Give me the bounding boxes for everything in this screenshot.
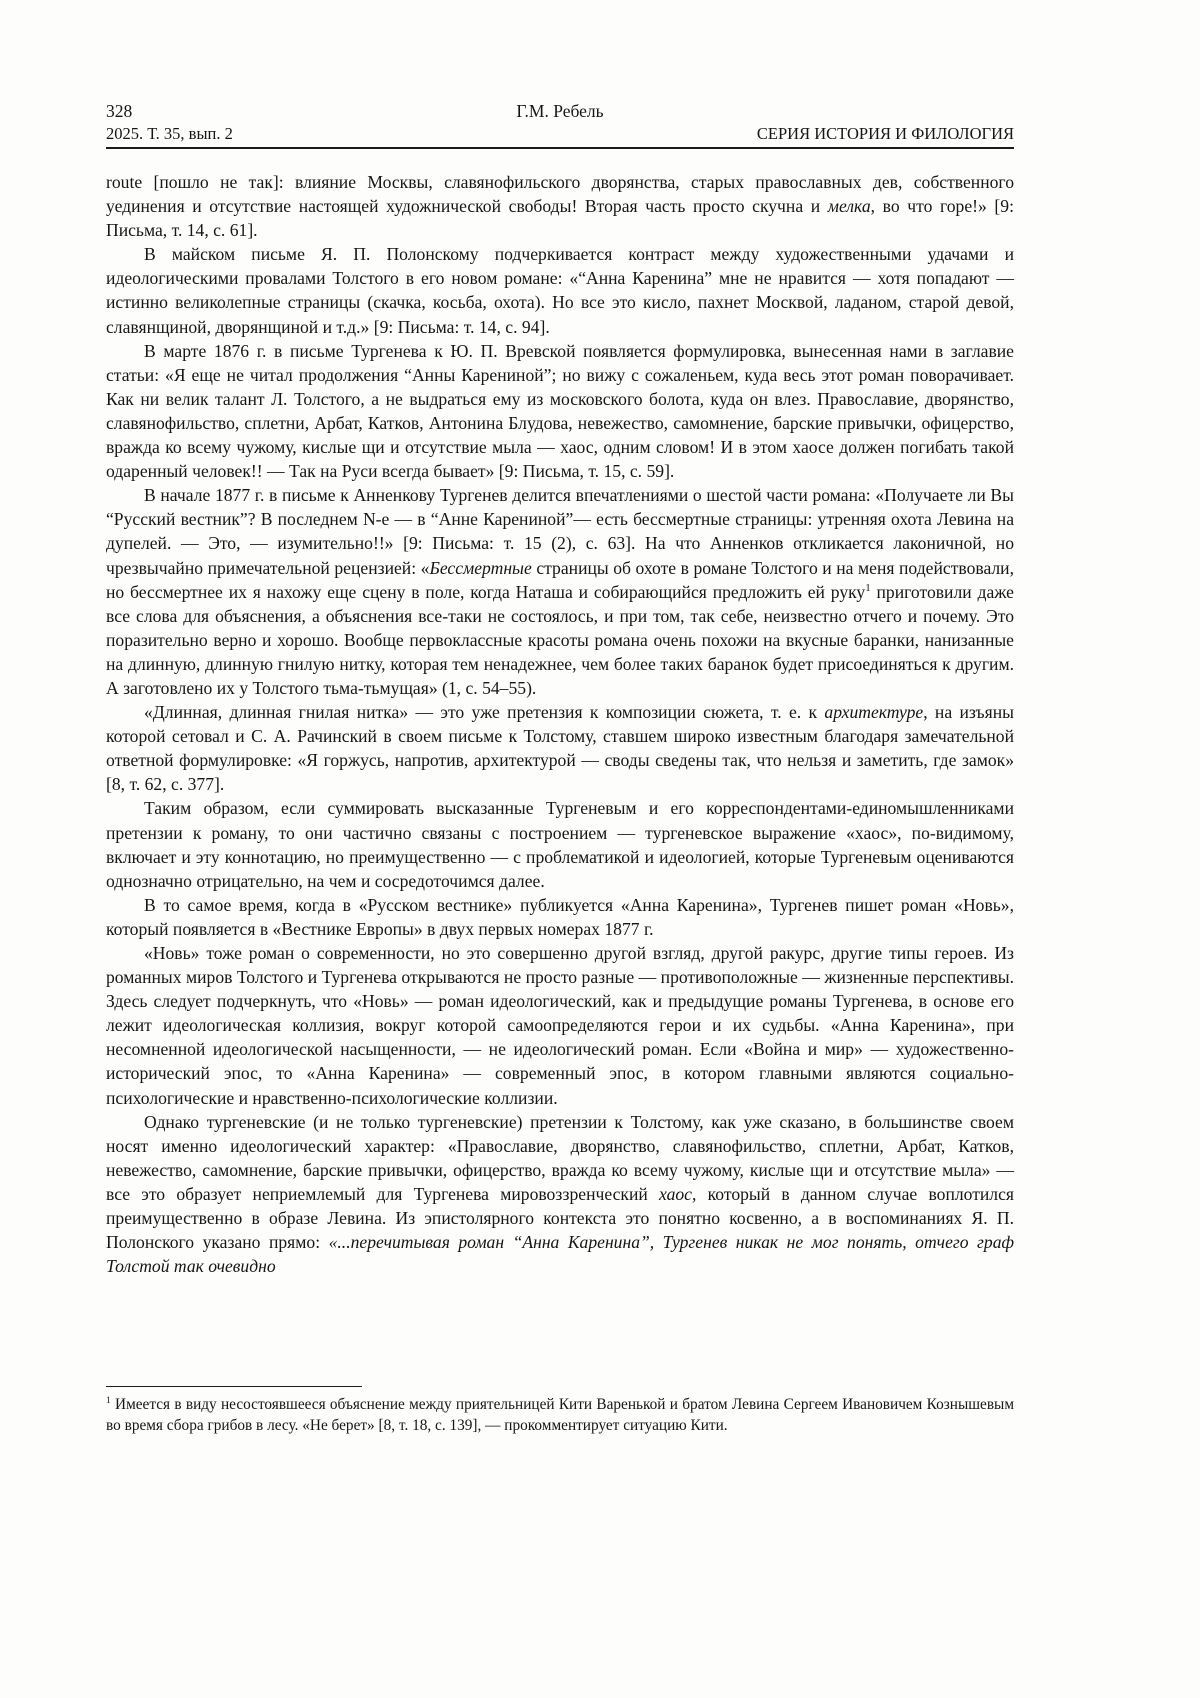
article-body xyxy=(106,170,1014,1278)
footnote-marker: 1 xyxy=(106,1395,111,1406)
emphasis-text: «...перечитывая роман “Анна Каренина”, Тургенев никак не мог понять, отчего граф Толстой так очевидно xyxy=(106,1232,1014,1277)
paragraph xyxy=(106,339,1014,484)
paragraph xyxy=(106,170,1014,242)
page-header xyxy=(106,100,1014,149)
page-sheet xyxy=(106,100,1014,1660)
text-run: , который в данном случае воплотился преимущественно в образе Левина. Из эпистолярного контекста это понятно косвенно, а в воспоминаниях Я. П. Полонского указано прямо: xyxy=(106,1183,1014,1253)
text-run: Таким образом, если суммировать высказанные Тургеневым и его корреспондентами-единомышленниками претензии к роману, то они частично связаны с построением — тургеневское выражение «хаос», по-видимому, включает и эту коннотацию, но преимущественно — с проблематикой и идеологией, которые Тургеневым оцениваются однозначно отрицательно, на чем и сосредоточимся далее. xyxy=(106,798,1014,891)
header-rule xyxy=(106,147,1014,149)
footnote-area xyxy=(106,1386,1014,1436)
text-run: Однако тургеневские (и не только тургеневские) претензии к Толстому, как уже сказано, в большинстве своем носят именно идеологический характер: «Православие, дворянство, славянофильство, сплетни, Арбат, Катков, невежество, самомнение, барские привычки, офицерство, вражда ко всему чужому, кислые щи и отсутствие мыла» — все это образует неприемлемый для Тургенева мировоззренческий xyxy=(106,1111,1014,1204)
paragraph xyxy=(106,941,1014,1110)
text-run: приготовили даже все слова для объяснения, а объяснения все-таки не состоялось, и при том, так себе, неизвестно отчего и почему. Это поразительно верно и хорошо. Вообще первоклассные красоты романа очень похожи на вкусные баранки, нанизанные на длинную, длинную гнилую нитку, которая тем ненадежнее, чем более таких баранок будет присоединяться к другим. А заготовлено их у Толстого тьма-тьмущая» (1, с. 54–55). xyxy=(106,581,1014,698)
paragraph xyxy=(106,893,1014,941)
text-run: «Новь» тоже роман о современности, но это совершенно другой взгляд, другой ракурс, другие типы героев. Из романных миров Толстого и Тургенева открываются не просто разные — противоположные — жизненные перспективы. Здесь следует подчеркнуть, что «Новь» — роман идеологический, как и предыдущие романы Тургенева, в основе его лежит идеологическая коллизия, вокруг которой самоопределяются герои и их судьбы. «Анна Каренина», при несомненной идеологической насыщенности, — не идеологический роман. Если «Война и мир» — художественно-исторический эпос, то «Анна Каренина» — современный эпос, в котором главными являются социально-психологические и нравственно-психологические коллизии. xyxy=(106,943,1014,1108)
running-head-author: Г.М. Ребель xyxy=(516,101,604,121)
text-run: Имеется в виду несостоявшееся объяснение между приятельницей Кити Варенькой и братом Левина Сергеем Ивановичем Кознышевым во время сбора грибов в лесу. «Не берет» [8, т. 18, с. 139], — прокомментирует ситуацию Кити. xyxy=(106,1396,1014,1434)
text-run: route [пошло не так]: влияние Москвы, славянофильского дворянства, старых православных дев, собственного уединения и отсутствие настоящей художнической свободы! Вторая часть просто скучна и xyxy=(106,172,1014,217)
volume-info: 2025. Т. 35, вып. 2 xyxy=(106,124,233,143)
paragraph xyxy=(106,700,1014,796)
running-head-row xyxy=(106,100,1014,122)
footnote xyxy=(106,1394,1014,1436)
text-run: , на изъяны которой сетовал и С. А. Рачинский в своем письме к Толстому, ставшем широко известным благодаря замечательной ответной формулировке: «Я горжусь, напротив, архитектурой — своды сведены так, что нельзя и заметить, где замок» [8, т. 62, с. 377]. xyxy=(106,702,1014,795)
text-run: В майском письме Я. П. Полонскому подчеркивается контраст между художественными удачами и идеологическими провалами Толстого в его новом романе: «“Анна Каренина” мне не нравится — хотя попадают — истинно великолепные страницы (скачка, косьба, охота). Но все это кисло, пахнет Москвой, ладаном, старой девой, славянщиной, дворянщиной и т.д.» [9: Письма: т. 14, с. 94]. xyxy=(106,244,1014,337)
series-title: СЕРИЯ ИСТОРИЯ И ФИЛОЛОГИЯ xyxy=(756,124,1014,143)
emphasis-text: Бессмертные xyxy=(429,557,532,578)
emphasis-text: хаос xyxy=(659,1183,692,1204)
text-run: В начале 1877 г. в письме к Анненкову Тургенев делится впечатлениями о шестой части романа: «Получаете ли Вы “Русский вестник”? В последнем N-е — в “Анне Карениной”— есть бессмертные страницы: утренняя охота Левина на дупелей. — Это, — изумительно!!» [9: Письма: т. 15 (2), с. 63]. На что Анненков откликается лаконичной, но чрезвычайно примечательной рецензией: « xyxy=(106,485,1014,578)
paragraph xyxy=(106,796,1014,892)
emphasis-text: мелка xyxy=(827,196,871,217)
text-run: , во что горе!» [9: Письма, т. 14, с. 61]. xyxy=(106,196,1014,241)
paragraph xyxy=(106,1110,1014,1279)
footnote-marker: 1 xyxy=(865,581,871,594)
text-run: страницы об охоте в романе Толстого и на меня подействовали, но бессмертнее их я нахожу еще сцену в поле, когда Наташа и собирающийся предложить ей руку xyxy=(106,557,1014,602)
paragraph xyxy=(106,242,1014,338)
text-run: «Длинная, длинная гнилая нитка» — это уже претензия к композиции сюжета, т. е. к xyxy=(144,702,825,723)
text-run: В то самое время, когда в «Русском вестнике» публикуется «Анна Каренина», Тургенев пишет роман «Новь», который появляется в «Вестнике Европы» в двух первых номерах 1877 г. xyxy=(106,894,1014,939)
emphasis-text: архитектуре xyxy=(824,702,924,723)
journal-info-row xyxy=(106,124,1014,144)
footnote-rule xyxy=(106,1386,362,1387)
text-run: В марте 1876 г. в письме Тургенева к Ю. П. Вревской появляется формулировка, вынесенная нами в заглавие статьи: «Я еще не читал продолжения “Анны Карениной”; но вижу с сожаленьем, куда весь этот роман поворачивает. Как ни велик талант Л. Толстого, а не выдраться ему из московского болота, куда он влез. Православие, дворянство, славянофильство, сплетни, Арбат, Катков, Антонина Блудова, невежество, самомнение, барские привычки, офицерство, вражда ко всему чужому, кислые щи и отсутствие мыла — хаос, одним словом! И в этом хаосе должен погибать такой одаренный человек!! — Так на Руси всегда бывает» [9: Письма, т. 15, с. 59]. xyxy=(106,340,1014,482)
page-number: 328 xyxy=(106,101,133,121)
paragraph xyxy=(106,483,1014,700)
